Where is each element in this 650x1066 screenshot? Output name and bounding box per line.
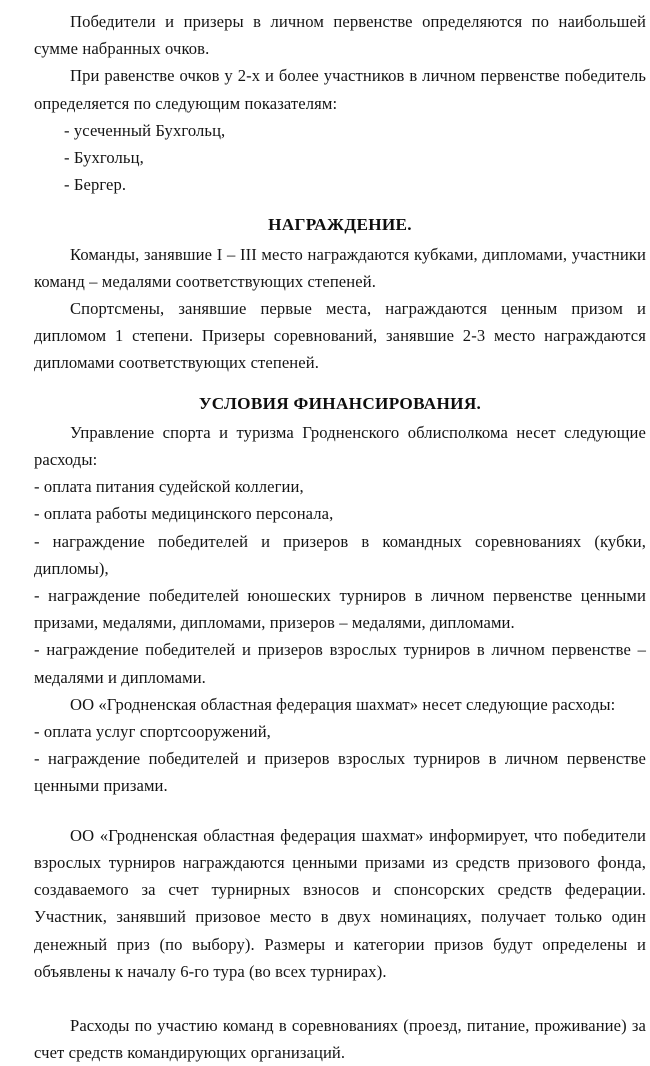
item-buchholz: - Бухгольц,	[64, 148, 144, 168]
item-berger: - Бергер.	[64, 175, 127, 195]
para-sportsmen-awards: Спортсмены, занявшие первые места, награждаются ценным призом и дипломом 1 степени. Призеры соревнований, занявшие 2-3 место награждаются дипломами соответствующих степеней.	[34, 299, 646, 373]
heading-awards: НАГРАЖДЕНИЕ.	[268, 215, 412, 235]
para-personal-standings: Победители и призеры в личном первенстве определяются по наибольшей сумме набранных очков.	[34, 12, 646, 59]
item-team-awards: - награждение победителей и призеров в командных соревнованиях (кубки, дипломы),	[34, 531, 646, 578]
item-truncated-buchholz: - усеченный Бухгольц,	[64, 120, 226, 140]
item-adult-prizes: - награждение победителей и призеров взрослых турниров в личном первенстве ценными призами.	[34, 749, 646, 796]
item-facilities: - оплата услуг спортсооружений,	[34, 722, 271, 742]
spacer-before-financing-heading	[34, 377, 646, 390]
item-judges-meals: - оплата питания судейской коллегии,	[34, 477, 304, 497]
item-medical-staff: - оплата работы медицинского персонала,	[34, 504, 334, 524]
para-travel-expenses: Расходы по участию команд в соревнованиях (проезд, питание, проживание) за счет средств командирующих организаций.	[34, 1015, 646, 1063]
para-federation-informs: ОО «Гродненская областная федерация шахмат» информирует, что победители взрослых турниров награждаются ценными призами из средств призового фонда, создаваемого за счет турнирных взносов и спонсорских средств федерации. Участник, занявший призовое место в двух номинациях, получает только один денежный приз (по выбору). Размеры и категории призов будут определены и объявлены к началу 6-го тура (во всех турнирах).	[34, 825, 646, 981]
item-youth-awards: - награждение победителей юношеских турниров в личном первенстве ценными призами, медалями, дипломами, призеров – медалями, дипломами.	[34, 586, 646, 633]
heading-financing: УСЛОВИЯ ФИНАНСИРОВАНИЯ.	[198, 393, 482, 413]
spacer-before-informs	[34, 800, 646, 822]
para-sport-department: Управление спорта и туризма Гродненского облисполкома несет следующие расходы:	[34, 422, 646, 470]
spacer-before-travel	[34, 985, 646, 1012]
item-adult-awards: - награждение победителей и призеров взрослых турниров в личном первенстве – медалями и дипломами.	[34, 640, 646, 687]
spacer-before-awards-heading	[34, 198, 646, 211]
para-federation-expenses: ОО «Гродненская областная федерация шахмат» несет следующие расходы:	[70, 694, 616, 714]
para-teams-awards: Команды, занявшие I – III место награждаются кубками, дипломами, участники команд – медалями соответствующих степеней.	[34, 244, 646, 291]
document-body	[0, 8, 650, 1066]
para-tiebreak-intro: При равенстве очков у 2-х и более участников в личном первенстве победитель определяется по следующим показателям:	[34, 66, 646, 113]
